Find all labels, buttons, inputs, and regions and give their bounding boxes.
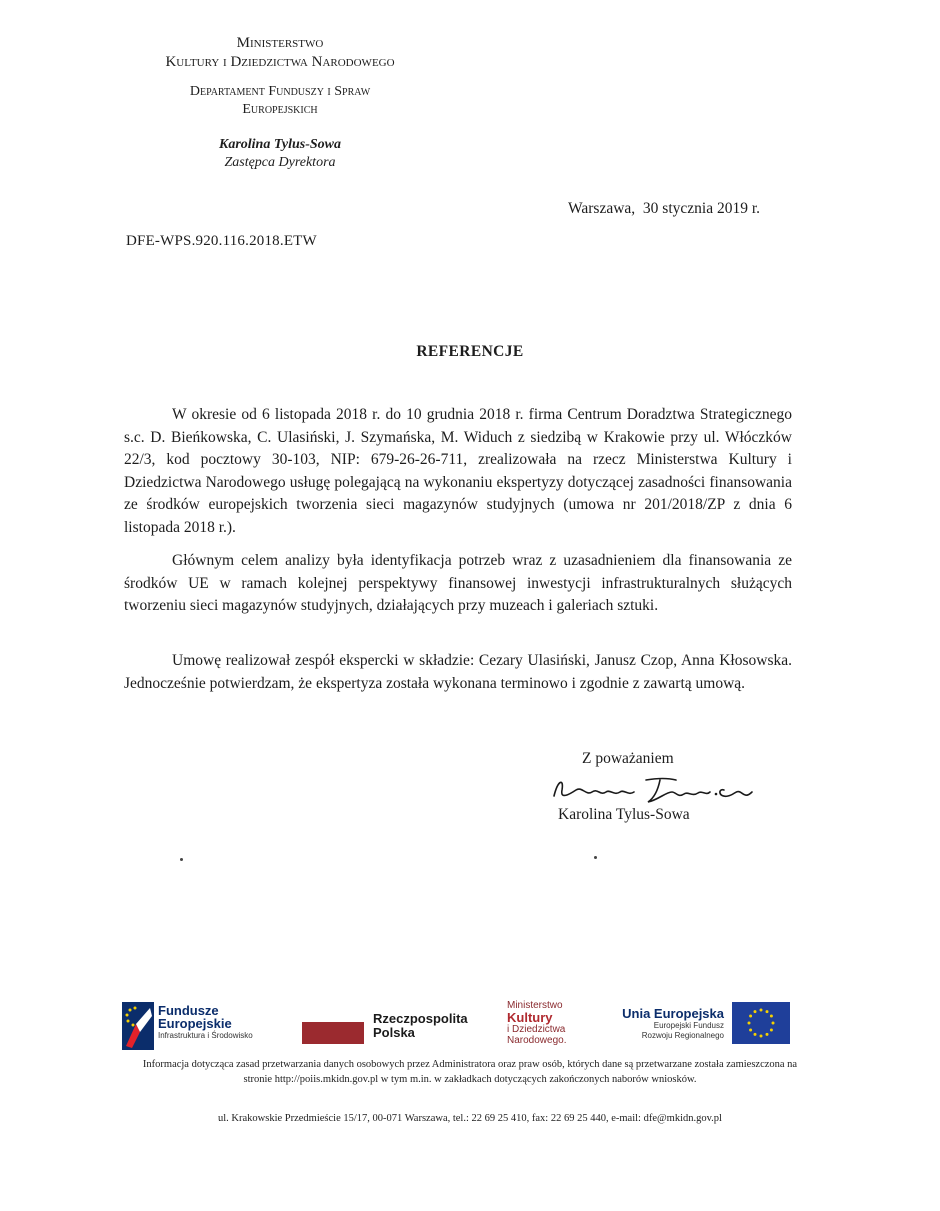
eu-flag-icon	[732, 1002, 790, 1044]
ue-logo-line3: Rozwoju Regionalnego	[641, 1031, 724, 1040]
speck	[594, 856, 597, 859]
signatory-name: Karolina Tylus-Sowa	[218, 137, 341, 152]
closing-greeting: Z poważaniem	[582, 750, 674, 767]
mk-logo-line1: Ministerstwo	[507, 1000, 563, 1011]
footer-address: ul. Krakowskie Przedmieście 15/17, 00-071 Warszawa, tel.: 22 69 25 410, fax: 22 69 25 440, e-mail: dfe@mkidn.gov.pl	[218, 1113, 722, 1124]
body-paragraph-1: W okresie od 6 listopada 2018 r. do 10 grudnia 2018 r. firma Centrum Doradztwa Strategicznego s.c. D. Bieńkowska, C. Ulasiński, J. Szymańska, M. Widuch z siedzibą w Krakowie przy ul. Włóczków 22/3, kod pocztowy 30-103, NIP: 679-26-26-711, zrealizowała na rzecz Ministerstwa Kultury i Dziedzictwa Narodowego usługę polegającą na wykonaniu ekspertyzy dotyczącej zasadności finansowania ze środków europejskich tworzenia sieci magazynów studyjnych (umowa nr 201/2018/ZP z dnia 6 listopada 2018 r.).	[124, 406, 792, 536]
signatory-title: Zastępca Dyrektora	[224, 155, 336, 170]
fe-logo-line2: Europejskie	[158, 1016, 232, 1031]
mk-logo-line3: i Dziedzictwa	[507, 1024, 566, 1035]
data-processing-notice: Informacja dotycząca zasad przetwarzania danych osobowych przez Administratora oraz praw osób, których dane są przetwarzane została zamieszczona na stronie http://poiis.mkidn.gov.pl w tym m.in. w zakładkach dotyczących zakończonych naborów wniosków.	[142, 1059, 798, 1085]
document-title: REFERENCJE	[416, 343, 524, 360]
letter-date: Warszawa, 30 stycznia 2019 r.	[568, 200, 761, 217]
body-paragraph-2: Głównym celem analizy była identyfikacja potrzeb wraz z uzasadnieniem dla finansowania ze środków UE w ramach kolejnej perspektywy finansowej inwestycji infrastrukturalnych służących tworzeniu sieci magazynów studyjnych, działających przy muzeach i galeriach sztuki.	[124, 552, 792, 615]
ue-logo-line2: Europejski Fundusz	[653, 1021, 724, 1030]
signer-name: Karolina Tylus-Sowa	[558, 806, 690, 823]
body-paragraph-3: Umowę realizował zespół ekspercki w składzie: Cezary Ulasiński, Janusz Czop, Anna Kłosowska. Jednocześnie potwierdzam, że ekspertyza została wykonana terminowo i zgodnie z zawartą umową.	[124, 652, 792, 692]
ministry-name-line2: Kultury i Dziedzictwa Narodowego	[165, 54, 395, 70]
ministry-name-line1: Ministerstwo	[236, 35, 324, 51]
fundusze-europejskie-logo-icon	[122, 1002, 154, 1050]
mk-logo-line2: Kultury	[507, 1010, 553, 1025]
speck	[180, 858, 183, 861]
ue-logo-line1: Unia Europejska	[622, 1006, 724, 1021]
department-name-line1: Departament Funduszy i Spraw	[189, 84, 371, 99]
department-name-line2: Europejskich	[242, 102, 318, 117]
rp-logo-line2: Polska	[373, 1025, 415, 1040]
rzeczpospolita-polska-logo	[373, 1012, 468, 1040]
mk-logo-line4: Narodowego.	[507, 1035, 567, 1046]
unia-europejska-logo	[612, 1006, 724, 1041]
polish-flag-icon	[302, 1022, 364, 1044]
handwritten-signature	[548, 770, 758, 808]
fe-logo-line1: Fundusze	[158, 1003, 219, 1018]
reference-number: DFE-WPS.920.116.2018.ETW	[126, 233, 317, 249]
ministerstwo-kultury-logo	[507, 1000, 566, 1046]
fundusze-europejskie-logo	[158, 1004, 253, 1041]
rp-logo-line1: Rzeczpospolita	[373, 1011, 468, 1026]
fe-logo-line3: Infrastruktura i Środowisko	[158, 1031, 253, 1040]
